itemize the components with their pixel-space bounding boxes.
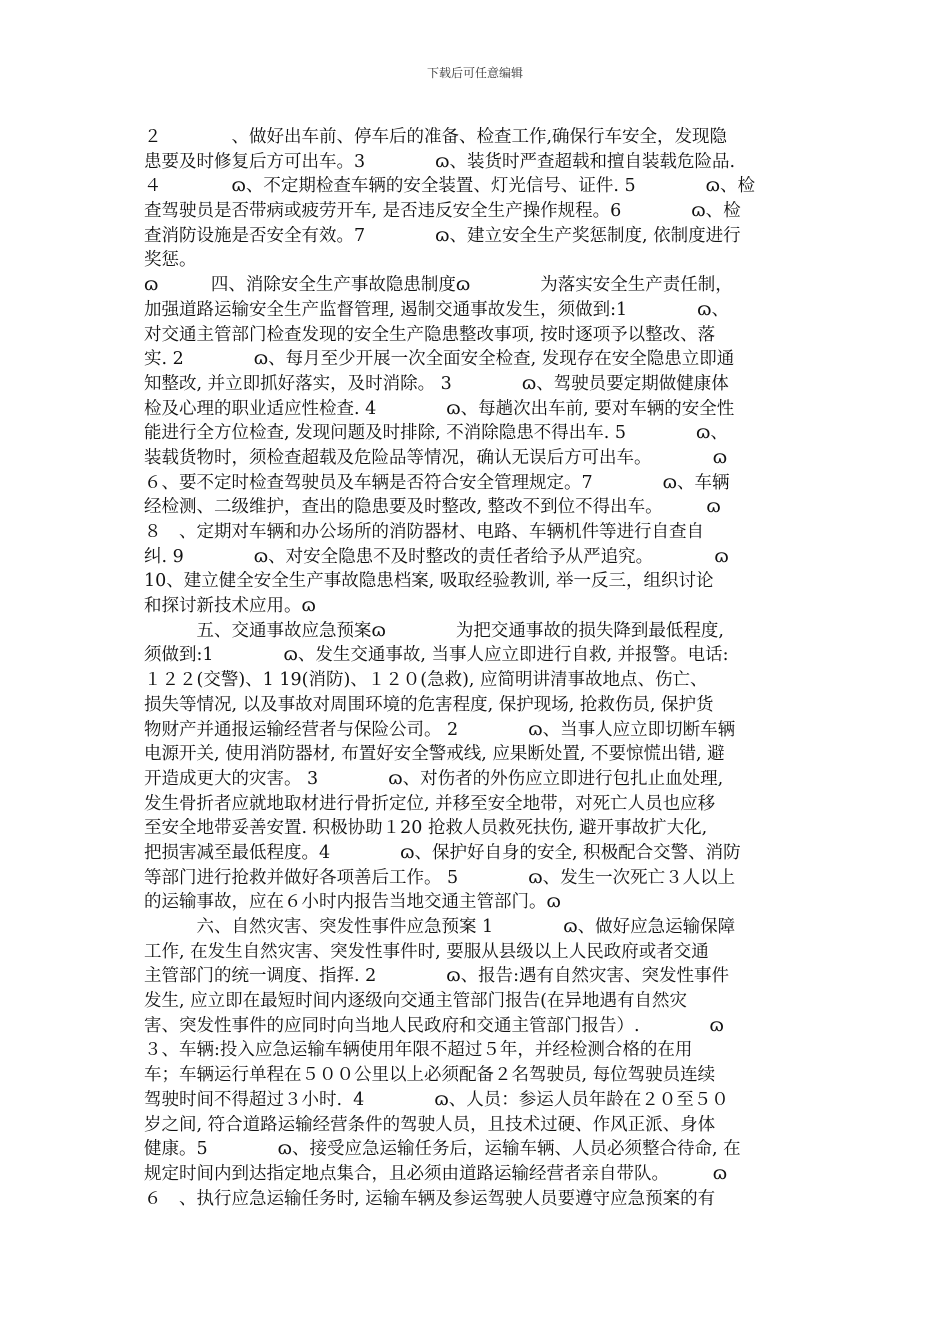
- text-line: 电源开关, 使用消防器材, 布置好安全警戒线, 应果断处置, 不要惊慌出错, 避: [144, 744, 725, 765]
- text-line: 纠. 9 ɷ、对安全隐患不及时整改的责任者给予从严追究。 ɷ: [144, 546, 729, 567]
- text-line: ６ 、执行应急运输任务时, 运输车辆及参运驾驶人员要遵守应急预案的有: [144, 1188, 716, 1209]
- text-line: 五、交通事故应急预案ɷ 为把交通事故的损失降到最低程度,: [144, 620, 724, 641]
- text-line: １２２(交警)、1 19(消防)、１２０(急救), 应简明讲清事故地点、伤亡、: [144, 670, 708, 691]
- page-header: 下载后可任意编辑: [426, 66, 523, 80]
- text-line: 查驾驶员是否带病或疲劳开车, 是否违反安全生产操作规程。6 ɷ、检: [144, 201, 741, 222]
- text-line: 检及心理的职业适应性检查. 4 ɷ、每趟次出车前, 要对车辆的安全性: [144, 398, 735, 419]
- text-line: ɷ 四、消除安全生产事故隐患制度ɷ 为落实安全生产责任制，: [144, 275, 733, 296]
- text-line: 患要及时修复后方可出车。3 ɷ、装货时严查超载和擅自装载危险品.: [144, 151, 736, 172]
- text-line: 至安全地带妥善安置. 积极协助１20 抢救人员救死扶伤, 避开事故扩大化,: [144, 818, 708, 839]
- text-line: 加强道路运输安全生产监督管理, 遏制交通事故发生，须做到:1 ɷ、: [144, 299, 730, 320]
- text-line: 能进行全方位检查, 发现问题及时排除, 不消除隐患不得出车. 5 ɷ、: [144, 423, 728, 444]
- text-line: 等部门进行抢救并做好各项善后工作。 5 ɷ、发生一次死亡３人以上: [144, 867, 736, 888]
- text-line: 奖惩。: [144, 250, 197, 271]
- text-line: 物财产并通报运输经营者与保险公司。 2 ɷ、当事人应立即切断车辆: [144, 719, 736, 740]
- text-line: 健康。5 ɷ、接受应急运输任务后，运输车辆、人员必须整合待命, 在: [144, 1139, 741, 1160]
- text-line: 岁之间, 符合道路运输经营条件的驾驶人员，且技术过硬、作风正派、身体: [144, 1114, 716, 1135]
- text-line: 开造成更大的灾害。 3 ɷ、对伤者的外伤应立即进行包扎止血处理,: [144, 768, 724, 789]
- text-line: 实. 2 ɷ、每月至少开展一次全面安全检查, 发现存在安全隐患立即通: [144, 349, 735, 370]
- text-line: 经检测、二级维护，查出的隐患要及时整改, 整改不到位不得出车。 ɷ: [144, 497, 721, 518]
- text-line: 驾驶时间不得超过３小时. 4 ɷ、人员：参运人员年龄在２０至５０: [144, 1089, 729, 1110]
- text-line: 害、突发性事件的应同时向当地人民政府和交通主管部门报告）. ɷ: [144, 1015, 724, 1036]
- text-line: 的运输事故，应在６小时内报告当地交通主管部门。ɷ: [144, 892, 561, 913]
- text-line: ２ 、做好出车前、停车后的准备、检查工作,确保行车安全，发现隐: [144, 127, 728, 147]
- text-line: 对交通主管部门检查发现的安全生产隐患整改事项, 按时逐项予以整改、落: [144, 324, 716, 345]
- text-line: 知整改, 并立即抓好落实，及时消除。 3 ɷ、驾驶员要定期做健康体: [144, 373, 729, 394]
- text-line: 和探讨新技术应用。ɷ: [144, 596, 316, 617]
- text-line: 发生骨折者应就地取材进行骨折定位, 并移至安全地带，对死亡人员也应移: [144, 793, 716, 814]
- text-line: 查消防设施是否安全有效。7 ɷ、建立安全生产奖惩制度, 依制度进行: [144, 225, 741, 246]
- text-line: 10、建立健全安全生产事故隐患档案, 吸取经验教训, 举一反三，组织讨论: [144, 571, 714, 592]
- text-line: ４ ɷ、不定期检查车辆的安全装置、灯光信号、证件. 5 ɷ、检: [144, 176, 756, 197]
- text-line: 损失等情况, 以及事故对周围环境的危害程度, 保护现场, 抢救伤员, 保护货: [144, 694, 714, 715]
- text-line: 把损害减至最低程度。4 ɷ、保护好自身的安全, 积极配合交警、消防: [144, 842, 741, 863]
- text-line: ６、要不定时检查驾驶员及车辆是否符合安全管理规定。7 ɷ、车辆: [144, 472, 730, 493]
- text-line: 发生, 应立即在最短时间内逐级向交通主管部门报告(在异地遇有自然灾: [144, 991, 687, 1012]
- text-line: 规定时间内到达指定地点集合，且必须由道路运输经营者亲自带队。 ɷ: [144, 1163, 728, 1184]
- text-line: ８ 、定期对车辆和办公场所的消防器材、电路、车辆机件等进行自查自: [144, 522, 704, 542]
- text-line: 工作, 在发生自然灾害、突发性事件时, 要服从县级以上人民政府或者交通: [144, 941, 709, 962]
- text-line: 须做到:1 ɷ、发生交通事故, 当事人应立即进行自救, 并报警。电话:: [144, 645, 729, 666]
- text-line: ３、车辆:投入应急运输车辆使用年限不超过５年，并经检测合格的在用: [144, 1040, 693, 1061]
- document-body: [144, 125, 782, 1211]
- text-line: 主管部门的统一调度、指挥. 2 ɷ、报告:遇有自然灾害、突发性事件: [144, 966, 730, 987]
- text-line: 车；车辆运行单程在５００公里以上必须配备２名驾驶员, 每位驾驶员连续: [144, 1065, 716, 1086]
- text-line: 装载货物时，须检查超载及危险品等情况，确认无误后方可出车。 ɷ: [144, 447, 728, 468]
- text-line: 六、自然灾害、突发性事件应急预案 1 ɷ、做好应急运输保障: [144, 917, 736, 937]
